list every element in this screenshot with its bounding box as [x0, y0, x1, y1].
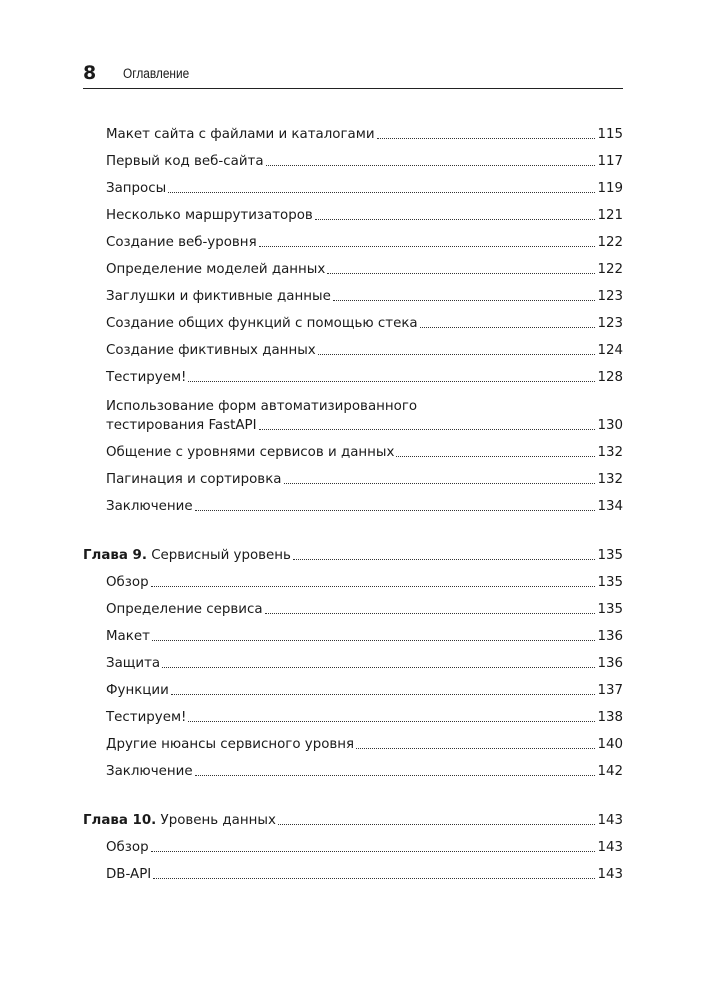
toc-entry-label: Несколько маршрутизаторов: [106, 208, 313, 223]
toc-chapter-9[interactable]: [83, 547, 623, 565]
toc-entry-label: Определение моделей данных: [106, 262, 326, 277]
toc-entry[interactable]: [106, 234, 623, 252]
toc-entry-page: 132: [597, 472, 623, 487]
dot-leader: [420, 325, 596, 328]
dot-leader: [278, 822, 596, 825]
toc-entry[interactable]: [106, 369, 623, 387]
toc-entry[interactable]: [106, 839, 623, 857]
toc-entry[interactable]: [106, 498, 623, 516]
toc-chapter-10[interactable]: [83, 812, 623, 830]
toc-entry-page: 134: [597, 499, 623, 514]
toc-entry[interactable]: [106, 682, 623, 700]
toc-entry-label: Макет: [106, 629, 150, 644]
toc-entry-page: 122: [597, 262, 623, 277]
toc-entry[interactable]: [106, 709, 623, 727]
chapter-number: Глава 9.: [83, 548, 147, 563]
toc-entry-page: 122: [597, 235, 623, 250]
toc-entry[interactable]: [106, 655, 623, 673]
dot-leader: [284, 481, 596, 484]
dot-leader: [266, 163, 596, 166]
toc-entry-label-line2: тестирования FastAPI: [106, 418, 257, 433]
toc-entry-page: 124: [597, 343, 623, 358]
dot-leader: [315, 217, 596, 220]
toc-entry-multiline[interactable]: [106, 398, 623, 416]
toc-entry-label: Создание общих функций с помощью стека: [106, 316, 418, 331]
dot-leader: [259, 427, 596, 430]
toc-entry[interactable]: [106, 628, 623, 646]
toc-entry-label: Заключение: [106, 764, 193, 779]
toc-entry-label: Макет сайта с файлами и каталогами: [106, 127, 375, 142]
toc-entry-label: Обзор: [106, 840, 149, 855]
chapter-title: Уровень данных: [156, 813, 276, 828]
dot-leader: [151, 849, 596, 852]
dot-leader: [188, 379, 595, 382]
toc-entry[interactable]: [106, 601, 623, 619]
dot-leader: [162, 665, 595, 668]
dot-leader: [327, 271, 595, 274]
dot-leader: [153, 876, 595, 879]
toc-entry-page: 119: [597, 181, 623, 196]
toc-entry-page: 135: [597, 602, 623, 617]
toc-entry-page: 136: [597, 656, 623, 671]
page-header: [83, 60, 623, 89]
chapter-heading: [83, 547, 291, 565]
toc-entry[interactable]: [106, 866, 623, 884]
toc-entry[interactable]: [106, 261, 623, 279]
toc-entry-label: Пагинация и сортировка: [106, 472, 282, 487]
chapter-title: Сервисный уровень: [146, 548, 291, 563]
toc-entry-page: 123: [597, 316, 623, 331]
toc-entry[interactable]: [106, 763, 623, 781]
toc-entry-page: 136: [597, 629, 623, 644]
dot-leader: [151, 584, 596, 587]
dot-leader: [318, 352, 596, 355]
toc-entry-label: Создание веб-уровня: [106, 235, 257, 250]
toc-entry-page: 140: [597, 737, 623, 752]
page-number: 8: [83, 62, 97, 84]
toc-entry-page: 123: [597, 289, 623, 304]
dot-leader: [195, 508, 596, 511]
dot-leader: [333, 298, 596, 301]
toc-entry-label: Определение сервиса: [106, 602, 263, 617]
running-title: Оглавление: [123, 66, 190, 81]
toc-entry-label: DB-API: [106, 867, 152, 882]
dot-leader: [195, 773, 596, 776]
toc-entry-label: Обзор: [106, 575, 149, 590]
toc-entry[interactable]: [106, 288, 623, 306]
dot-leader: [356, 746, 595, 749]
toc-entry-page: 137: [597, 683, 623, 698]
dot-leader: [188, 719, 595, 722]
toc-entry-page: 135: [597, 548, 623, 563]
toc-entry-label: Создание фиктивных данных: [106, 343, 316, 358]
toc-entry-page: 143: [597, 840, 623, 855]
toc-entry-label: Заключение: [106, 499, 193, 514]
toc-entry-label: Запросы: [106, 181, 167, 196]
toc-entry-page: 143: [597, 813, 623, 828]
dot-leader: [265, 611, 596, 614]
toc-entry[interactable]: [106, 444, 623, 462]
chapter-heading: [83, 812, 276, 830]
toc-entry-page: 121: [597, 208, 623, 223]
dot-leader: [259, 244, 596, 247]
toc-entry[interactable]: [106, 315, 623, 333]
toc-entry-label-line1: Использование форм автоматизированного: [106, 399, 418, 414]
toc-entry-label: Защита: [106, 656, 161, 671]
dot-leader: [377, 136, 596, 139]
toc-entry[interactable]: [106, 207, 623, 225]
toc-entry[interactable]: [106, 736, 623, 754]
dot-leader: [168, 190, 595, 193]
toc-entry-page: 117: [597, 154, 623, 169]
toc-entry-label: Заглушки и фиктивные данные: [106, 289, 331, 304]
toc-entry[interactable]: [106, 126, 623, 144]
toc-entry-label: Функции: [106, 683, 169, 698]
toc-entry-label: Тестируем!: [106, 710, 187, 725]
toc-entry-page: 132: [597, 445, 623, 460]
toc-entry-label: Общение с уровнями сервисов и данных: [106, 445, 395, 460]
toc-entry[interactable]: [106, 574, 623, 592]
toc-entry[interactable]: [106, 180, 623, 198]
toc-entry-multiline-end[interactable]: [106, 417, 623, 435]
toc-entry[interactable]: [106, 153, 623, 171]
toc-entry-page: 142: [597, 764, 623, 779]
toc-entry-page: 135: [597, 575, 623, 590]
toc-entry[interactable]: [106, 471, 623, 489]
toc-entry-page: 128: [597, 370, 623, 385]
chapter-number: Глава 10.: [83, 813, 157, 828]
dot-leader: [152, 638, 596, 641]
toc-entry-label: Другие нюансы сервисного уровня: [106, 737, 355, 752]
toc-entry-label: Первый код веб-сайта: [106, 154, 264, 169]
dot-leader: [293, 557, 596, 560]
toc-entry-page: 143: [597, 867, 623, 882]
toc-entry-page: 130: [597, 418, 623, 433]
toc-entry-page: 115: [597, 127, 623, 142]
toc-entry[interactable]: [106, 342, 623, 360]
toc-entry-page: 138: [597, 710, 623, 725]
toc-entry-label: Тестируем!: [106, 370, 187, 385]
dot-leader: [171, 692, 596, 695]
dot-leader: [396, 454, 595, 457]
